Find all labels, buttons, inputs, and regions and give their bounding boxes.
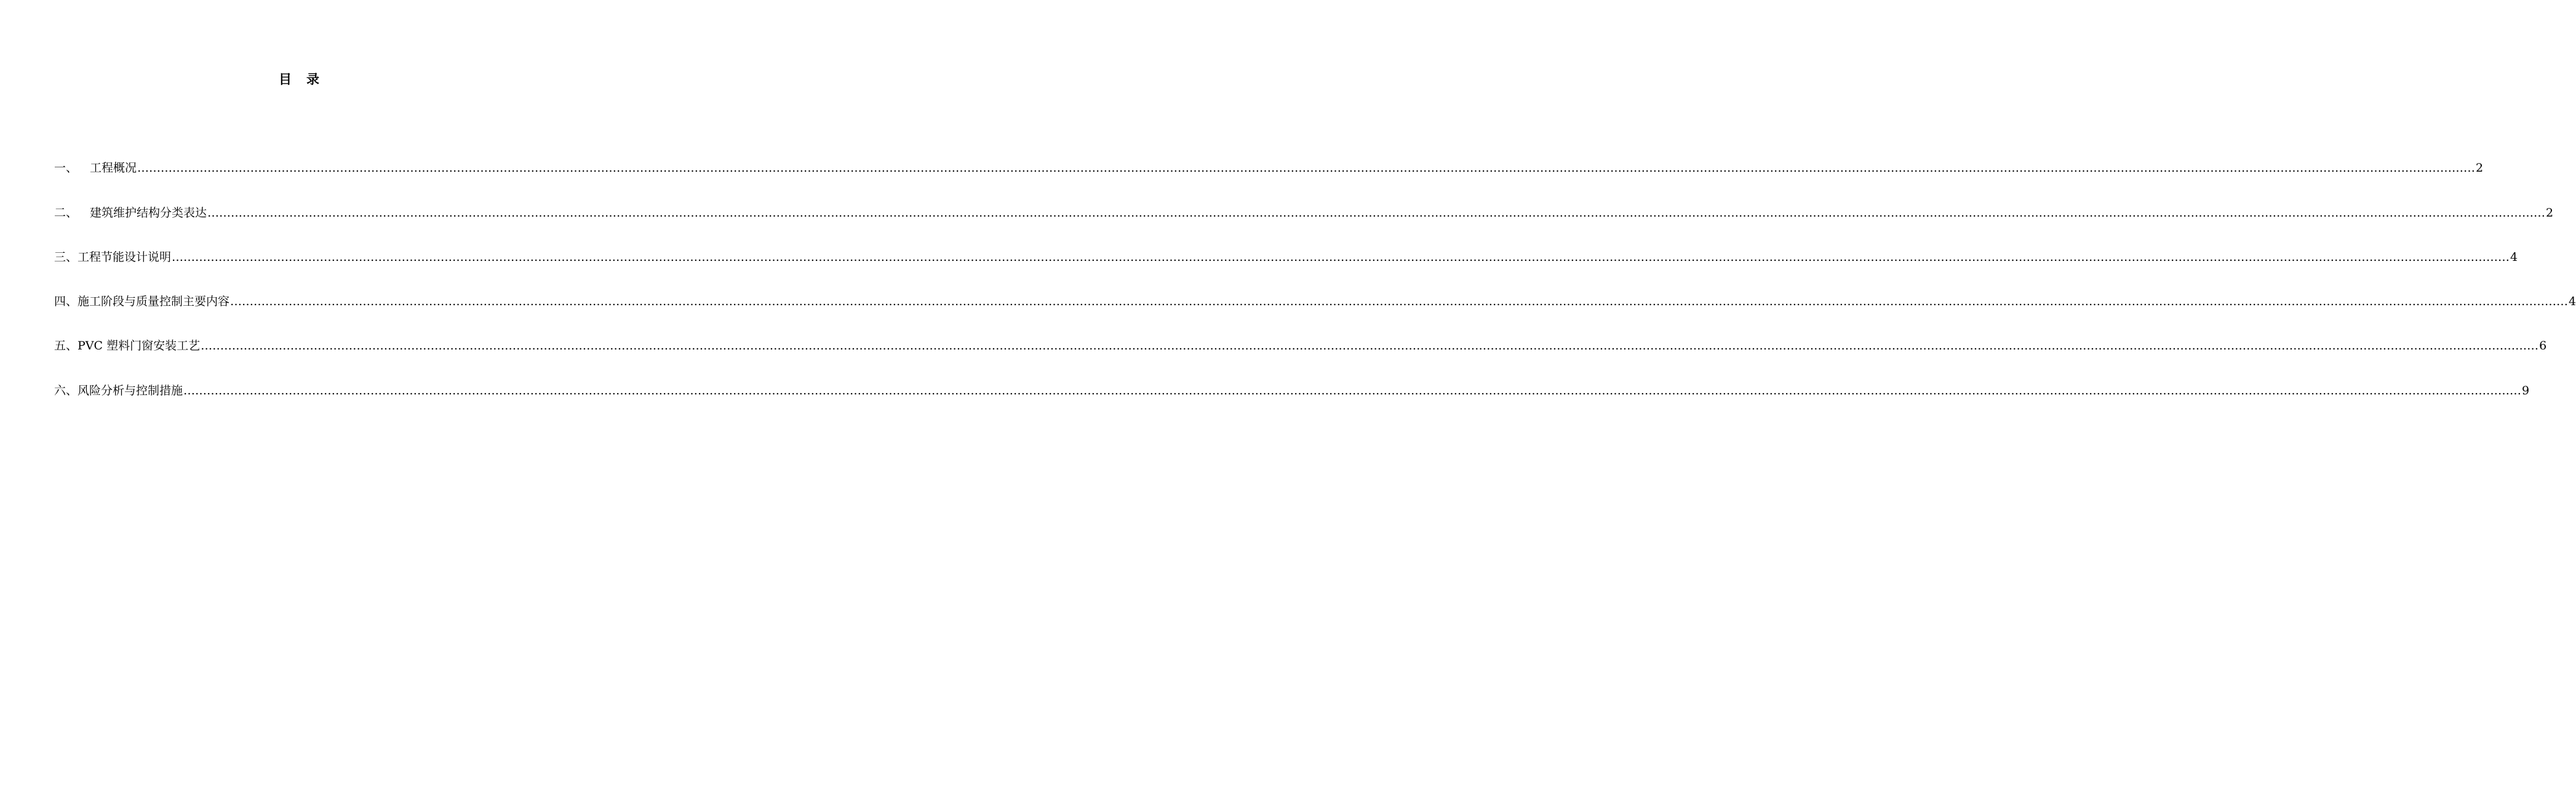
toc-entry-label: 建筑维护结构分类表达 <box>90 206 207 220</box>
toc-dot-leader: …………………………………………………………………………………………………………………………………………………………………………………………………………………………………………………………………………………………………………………………………………………………………………………………………………………………………………………………………………………………………………………………………………………… <box>183 384 2522 397</box>
toc-dot-leader: …………………………………………………………………………………………………………………………………………………………………………………………………………………………………………………………………………………………………………………………………………………………………………………………………………………………………………………………………………………………………………………………………………………… <box>207 206 2546 220</box>
toc-entry-2[interactable] <box>54 204 2554 222</box>
toc-entry-4[interactable] <box>54 292 2576 311</box>
toc-dot-leader: …………………………………………………………………………………………………………………………………………………………………………………………………………………………………………………………………………………………………………………………………………………………………………………………………………………………………………………………………………………………………………………………………………………… <box>230 295 2569 308</box>
toc-entry-label: 施工阶段与质量控制主要内容 <box>78 295 230 308</box>
toc-entry-number: 三、 <box>54 250 78 264</box>
toc-entry-number: 六、 <box>54 384 78 397</box>
toc-title <box>0 70 598 89</box>
toc-dot-leader: …………………………………………………………………………………………………………………………………………………………………………………………………………………………………………………………………………………………………………………………………………………………………………………………………………………………………………………………………………………………………………………………………………………… <box>201 339 2539 353</box>
toc-entry-page: 4 <box>2510 250 2518 264</box>
toc-entry-page: 9 <box>2522 384 2530 397</box>
toc-entry-5[interactable] <box>54 337 2547 355</box>
toc-entry-number: 四、 <box>54 295 78 308</box>
toc-entry-label: 风险分析与控制措施 <box>78 384 183 397</box>
toc-entry-3[interactable] <box>54 248 2518 266</box>
toc-entry-label: 工程概况 <box>90 161 137 175</box>
toc-entry-number: 一、 <box>54 161 78 175</box>
toc-entry-1[interactable] <box>54 159 2484 177</box>
toc-entry-6[interactable] <box>54 381 2530 400</box>
toc-dot-leader: …………………………………………………………………………………………………………………………………………………………………………………………………………………………………………………………………………………………………………………………………………………………………………………………………………………………………………………………………………………………………………………………………………………… <box>137 161 2476 175</box>
toc-entry-number: 二、 <box>54 206 78 220</box>
toc-title-part2: 录 <box>306 71 319 87</box>
toc-entry-page: 4 <box>2569 295 2576 308</box>
toc-entry-page: 6 <box>2539 339 2547 353</box>
toc-title-part1: 目 <box>279 71 292 87</box>
toc-entry-number: 五、 <box>54 339 78 353</box>
toc-entry-label: PVC 塑料门窗安装工艺 <box>78 339 201 353</box>
toc-entry-label: 工程节能设计说明 <box>78 250 172 264</box>
toc-dot-leader: …………………………………………………………………………………………………………………………………………………………………………………………………………………………………………………………………………………………………………………………………………………………………………………………………………………………………………………………………………………………………………………………………………………… <box>172 250 2510 264</box>
toc-entry-page: 2 <box>2546 206 2554 220</box>
toc-entry-page: 2 <box>2476 161 2484 175</box>
